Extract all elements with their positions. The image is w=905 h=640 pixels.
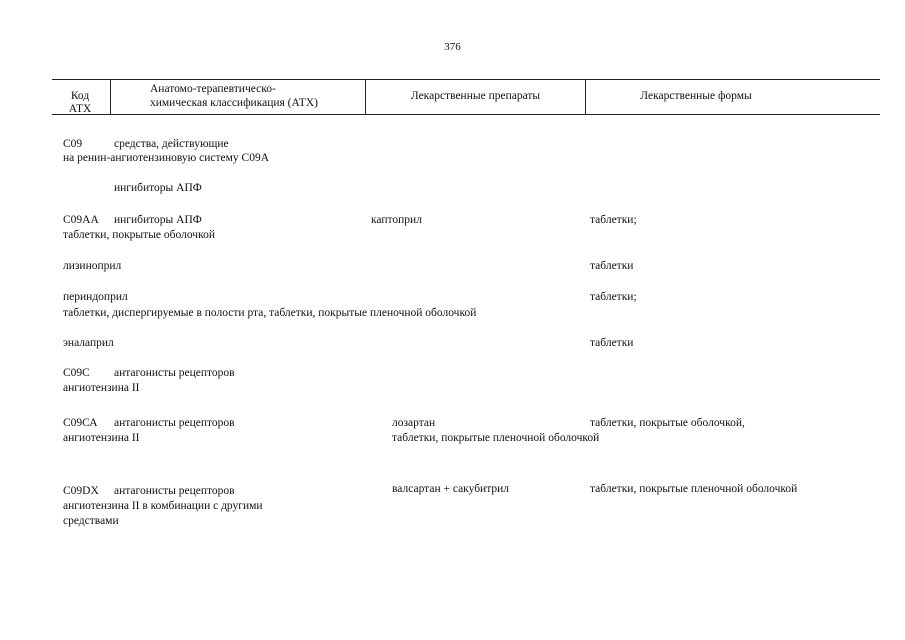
dosage-form: таблетки, покрытые пленочной оболочкой <box>590 483 798 495</box>
atc-code: С09СА <box>63 417 98 429</box>
atc-description: на ренин-ангиотензиновую систему С09А <box>63 152 270 164</box>
atc-code: С09 <box>63 138 83 150</box>
atc-code: С09АА <box>63 214 99 226</box>
table-header-bottom-rule <box>52 114 880 115</box>
header-drugs-label: Лекарственные препараты <box>410 90 541 102</box>
drug-name: эналаприл <box>63 337 114 349</box>
atc-code: С09С <box>63 367 90 379</box>
atc-description: антагонисты рецепторов <box>114 485 235 497</box>
header-code-label: АТХ <box>68 103 92 115</box>
atc-description: ангиотензина II в комбинации с другими <box>63 500 263 512</box>
atc-description: средства, действующие <box>114 138 229 150</box>
table-header-top-rule <box>52 79 880 80</box>
header-forms-label: Лекарственные формы <box>640 90 752 102</box>
dosage-form: таблетки; <box>590 214 637 226</box>
dosage-form: таблетки <box>590 337 634 349</box>
dosage-form: таблетки <box>590 260 634 272</box>
atc-description: антагонисты рецепторов <box>114 367 235 379</box>
atc-description: ингибиторы АПФ <box>114 182 202 194</box>
atc-description: ангиотензина II <box>63 382 140 394</box>
drug-name: лозартан <box>392 417 436 429</box>
column-divider <box>110 79 111 115</box>
drug-name: лизиноприл <box>63 260 122 272</box>
atc-description: средствами <box>63 515 119 527</box>
dosage-form: таблетки, покрытые оболочкой, <box>590 417 745 429</box>
dosage-form: таблетки, покрытые оболочкой <box>63 229 215 241</box>
atc-description: антагонисты рецепторов <box>114 417 235 429</box>
drug-name: периндоприл <box>63 291 128 303</box>
dosage-form: таблетки, покрытые пленочной оболочкой <box>392 432 600 444</box>
atc-description: ингибиторы АПФ <box>114 214 202 226</box>
header-atc-label: Анатомо-терапевтическо- <box>150 83 276 95</box>
atc-code: С09DX <box>63 485 99 497</box>
dosage-form: таблетки; <box>590 291 637 303</box>
atc-description: ангиотензина II <box>63 432 140 444</box>
header-atc-label: химическая классификация (АТХ) <box>150 97 318 109</box>
header-code-label: Код <box>70 90 90 102</box>
drug-name: валсартан + сакубитрил <box>392 483 510 495</box>
page-number: 376 <box>444 41 461 53</box>
drug-name: каптоприл <box>371 214 422 226</box>
dosage-form: таблетки, диспергируемые в полости рта, таблетки, покрытые пленочной оболочкой <box>63 307 477 319</box>
